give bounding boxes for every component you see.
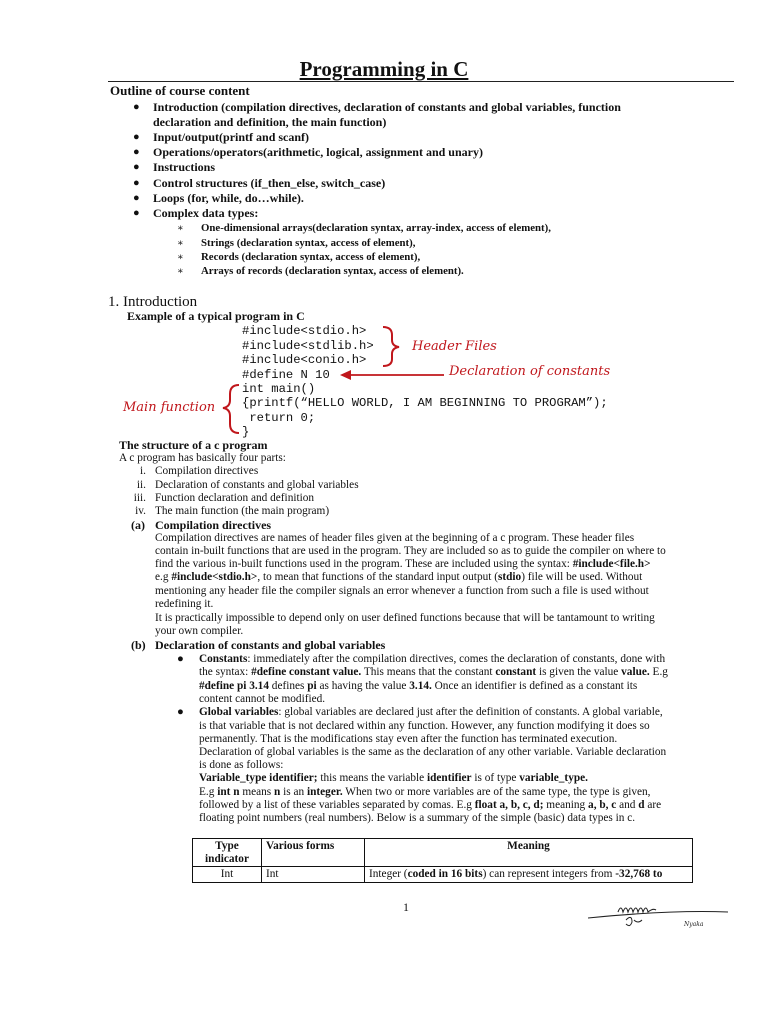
code-line: {printf(“HELLO WORLD, I AM BEGINNING TO PROGRAM”); xyxy=(242,396,608,410)
structure-part: Declaration of constants and global variables xyxy=(155,479,359,491)
section-a-heading: Compilation directives xyxy=(155,518,272,532)
structure-part: The main function (the main program) xyxy=(155,505,330,517)
bullet-icon: ● xyxy=(133,146,140,158)
paragraph-line: E.g int n means n is an integer. When two or more variables are of the same type, the type is given, xyxy=(199,786,651,798)
roman-numeral: iv. xyxy=(135,505,146,517)
asterisk-bullet-icon: ∗ xyxy=(177,238,184,249)
outline-item: ● Instructions xyxy=(133,160,216,174)
page-number: 1 xyxy=(403,900,409,914)
code-line: int main() xyxy=(242,382,316,396)
page-title: Programming in C xyxy=(299,57,469,81)
paragraph-line: followed by a list of these variables separated by comas. E.g float a, b, c, d; meaning a, b, c and d are xyxy=(199,799,662,811)
structure-lead: A c program has basically four parts: xyxy=(119,452,286,464)
table-cell-type: Int xyxy=(193,867,262,883)
section-a-label: (a) xyxy=(131,518,145,532)
code-annotations xyxy=(0,0,768,450)
table-row xyxy=(193,867,693,883)
table-header-row xyxy=(193,839,693,867)
code-line: return 0; xyxy=(242,411,316,425)
paragraph-line: #define pi 3.14 defines pi as having the value 3.14. Once an identifier is defined as a constant its xyxy=(199,680,638,692)
structure-part: Compilation directives xyxy=(155,465,259,477)
roman-numeral: ii. xyxy=(136,479,146,491)
outline-item: ● Introduction (compilation directives, declaration of constants and global variables, function xyxy=(133,100,621,114)
code-line: #include<stdio.h> xyxy=(242,324,367,338)
bullet-icon: ● xyxy=(133,192,140,204)
paragraph-line: It is practically impossible to depend only on user defined functions because that will be tantamount to writing xyxy=(155,612,655,624)
structure-part: Function declaration and definition xyxy=(155,492,315,504)
outline-item-continued: declaration and definition, the main function) xyxy=(153,115,387,129)
asterisk-bullet-icon: ∗ xyxy=(177,266,184,277)
outline-subitem: ∗ Arrays of records (declaration syntax, access of element). xyxy=(201,264,464,279)
paragraph-line: the syntax: #define constant value. This means that the constant constant is given the value value. E.g xyxy=(199,666,668,678)
bullet-icon: ● xyxy=(133,161,140,173)
bullet-icon: ● xyxy=(133,207,140,219)
svg-text:Nyaka: Nyaka xyxy=(684,921,704,928)
outline-subitem: ∗ Strings (declaration syntax, access of element), xyxy=(201,236,415,251)
section-b-heading: Declaration of constants and global variables xyxy=(155,638,386,652)
paragraph-line: floating point numbers (real numbers). Below is a summary of the simple (basic) data types in c. xyxy=(199,812,636,824)
outline-item: ● Complex data types: xyxy=(133,206,259,220)
roman-numeral: iii. xyxy=(133,492,146,504)
paragraph-line: Compilation directives are names of header files given at the beginning of a c program. These header files xyxy=(155,532,635,544)
paragraph-line: contain in-built functions that are used in the program. They are included so as to guide the compiler on where to xyxy=(155,545,666,557)
paragraph-line: Variable_type identifier; this means the variable identifier is of type variable_type. xyxy=(199,772,588,784)
paragraph-line: content cannot be modified. xyxy=(199,693,326,705)
main-function-brace-icon xyxy=(223,385,239,433)
code-line: } xyxy=(242,425,250,439)
paragraph-line: Global variables: global variables are declared just after the definition of constants. A global variable, xyxy=(199,706,663,718)
roman-numeral: i. xyxy=(140,465,146,477)
declaration-constants-annotation: Declaration of constants xyxy=(449,364,611,379)
paragraph-line: is done as follows: xyxy=(199,759,284,771)
section-heading: 1. Introduction xyxy=(108,294,198,310)
paragraph-line: Declaration of global variables is the same as the declaration of any other variable. Variable declaration xyxy=(199,746,667,758)
paragraph-line: find the various in-built functions used in the program. These are included using the syntax: #include<file.h> xyxy=(155,558,651,570)
header-files-brace-icon xyxy=(383,327,399,366)
data-types-table xyxy=(192,838,693,883)
paragraph-line: e.g #include<stdio.h>, to mean that functions of the standard input output (stdio) file will be used. Without xyxy=(155,571,643,583)
paragraph-line: mentioning any header file the compiler signals an error whenever a function from such a file is used without xyxy=(155,585,649,597)
bullet-icon: ● xyxy=(177,653,184,665)
asterisk-bullet-icon: ∗ xyxy=(177,252,184,263)
paragraph-line: Constants: immediately after the compilation directives, comes the declaration of constants, done with xyxy=(199,653,666,665)
paragraph-line: permanently. That is the modifications stay even after the function has terminated execution. xyxy=(199,733,618,745)
table-header-forms: Various forms xyxy=(262,839,365,867)
outline-subitem: ∗ One-dimensional arrays(declaration syntax, array-index, access of element), xyxy=(201,221,551,236)
code-line: #define N 10 xyxy=(242,368,330,382)
bullet-icon: ● xyxy=(177,706,184,718)
table-cell-forms: Int xyxy=(262,867,365,883)
header-files-annotation: Header Files xyxy=(412,339,497,354)
signature xyxy=(588,896,738,934)
table-cell-meaning: Integer (coded in 16 bits) can represent integers from -32,768 to xyxy=(365,867,693,883)
table-header-meaning: Meaning xyxy=(365,839,693,867)
outline-item: ● Loops (for, while, do…while). xyxy=(133,191,304,205)
bullet-icon: ● xyxy=(133,131,140,143)
outline-item: ● Input/output(printf and scanf) xyxy=(133,130,310,144)
section-b-label: (b) xyxy=(131,638,146,652)
bullet-icon: ● xyxy=(133,101,140,113)
constants-arrow-head-icon xyxy=(340,370,351,380)
asterisk-bullet-icon: ∗ xyxy=(177,223,184,234)
main-function-annotation: Main function xyxy=(123,400,216,415)
structure-heading: The structure of a c program xyxy=(119,438,268,452)
paragraph-line: your own compiler. xyxy=(155,625,244,637)
code-line: #include<conio.h> xyxy=(242,353,367,367)
table-header-type: Type indicator xyxy=(193,839,262,867)
example-label: Example of a typical program in C xyxy=(127,309,305,323)
outline-heading: Outline of course content xyxy=(110,83,250,98)
outline-subitem: ∗ Records (declaration syntax, access of element), xyxy=(201,250,420,265)
paragraph-line: redefining it. xyxy=(155,598,214,610)
paragraph-line: is that variable that is not declared within any function. However, any function modifying it does so xyxy=(199,720,650,732)
bullet-icon: ● xyxy=(133,177,140,189)
outline-item: ● Operations/operators(arithmetic, logical, assignment and unary) xyxy=(133,145,483,159)
code-line: #include<stdlib.h> xyxy=(242,339,374,353)
outline-item: ● Control structures (if_then_else, switch_case) xyxy=(133,176,386,190)
